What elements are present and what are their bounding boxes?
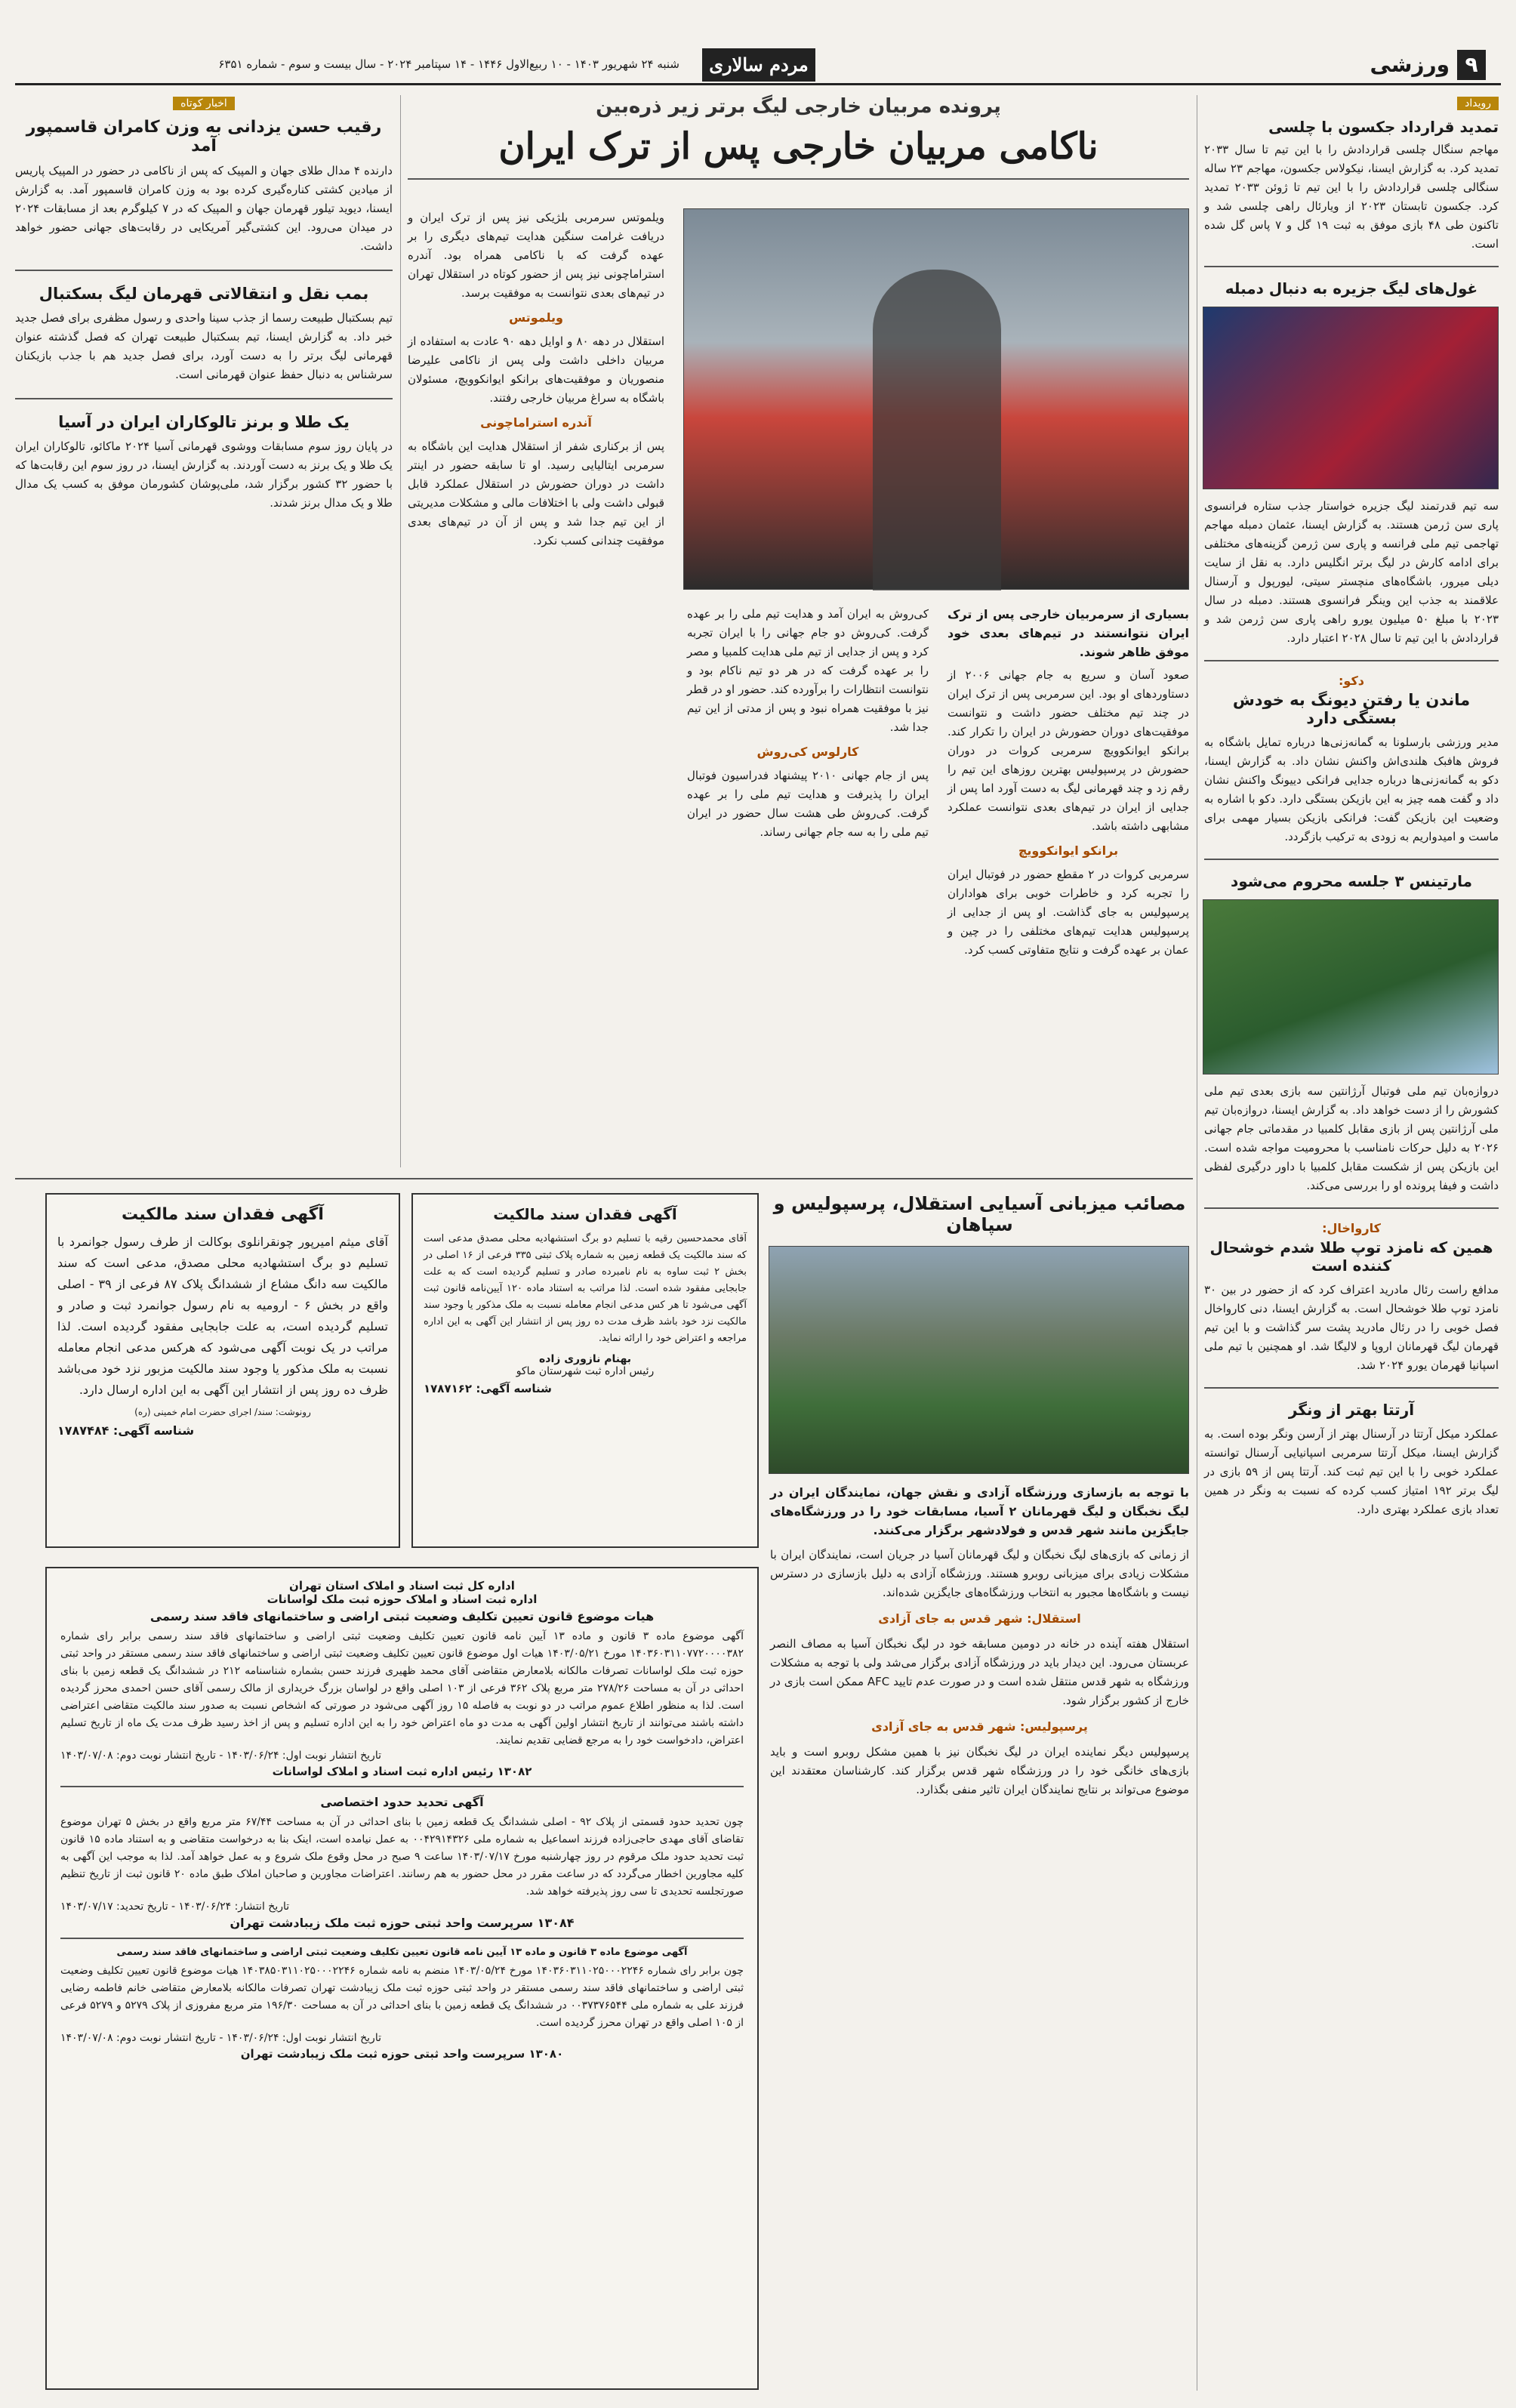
article-lead: بسیاری از سرمربیان خارجی پس از ترک ایران نتوانستند در تیم‌های بعدی خود موفق ظاهر شوند. (948, 607, 1189, 659)
subhead: ویلموتس (509, 310, 563, 325)
column-divider (400, 95, 401, 1167)
ad-signature: رئیس اداره ثبت شهرستان ماکو (516, 1365, 655, 1377)
ad-title: آگهی تحدید حدود اختصاصی (320, 1795, 484, 1809)
ad-body: آقای محمدحسین رقیه با تسلیم دو برگ استشهادیه محلی مصدق مدعی است که سند مالکیت یک قطعه زمین به شماره پلاک ثبتی ۳۳۵ فرعی از ۱۶ اصلی در بخش ۲ ثبت ساوه به نام نامبرده صادر و تسلیم گردیده است که به علت جابجایی مفقود شده است. لذا مراتب به استناد ماده ۱۲۰ آیین‌نامه قانون ثبت آگهی می‌شود تا هر کس مدعی انجام معامله نسبت به ملک مذکور یا وجود سند مالکیت نزد خود باشد ظرف مدت ده روز پس از انتشار این آگهی به این اداره مراجعه و اعتراض خود را ارائه نماید. (424, 1233, 747, 1344)
divider (15, 398, 393, 399)
article-body: استقلال هفته آینده در خانه در دومین مسابقه خود در لیگ نخبگان آسیا به مصاف النصر عربستان می‌رود. این دیدار باید در ورزشگاه آزادی برگزار می‌شد ولی با توجه به مشکلات ورزشگاه به شهر قدس منتقل شده است و در صورت عدم تایید AFC ممکن است بازی در خارج از کشور برگزار شود. (770, 1637, 1189, 1707)
ad-header: آگهی موضوع ماده ۳ قانون و ماده ۱۳ آیین نامه قانون تعیین تکلیف وضعیت ثبتی اراضی و ساختمانهای فاقد سند رسمی (116, 1947, 688, 1958)
ad-body: آقای میثم امیرپور چونقرانلوی بوکالت از طرف رسول جوانمرد با تسلیم دو برگ استشهادیه محلی مصدق، مدعی است که سند مالکیت سه دانگ مشاع از ششدانگ پلاک ۸۷ فرعی از ۳۹ - اصلی واقع در بخش ۶ - ارومیه به نام رسول جوانمرد ثبت و صادر و تسلیم گردیده است، به علت جابجایی مفقود گردیده است. لذا مراتب در یک نوبت آگهی می‌شود که هرکس مدعی انجام معامله نسبت به ملک مذکور یا وجود سند مالکیت مزبور نزد خود می‌باشد ظرف ده روز پس از انتشار این آگهی به این اداره ارسال دارد. (57, 1235, 389, 1397)
ad-body: چون برابر رای شماره ۱۴۰۳۶۰۳۱۱۰۲۵۰۰۰۲۲۴۶ مورخ ۱۴۰۳/۰۵/۲۴ منضم به نامه شماره ۱۴۰۳۸۵۰۳۱۱۰۲۵۰۰۰۲۲۴۶ هیات موضوع قانون تعیین تکلیف وضعیت ثبتی اراضی و ساختمانهای فاقد سند رسمی مستقر در واحد ثبتی حوزه ثبت ملک زیبادشت تهران تصرفات مالکانه بلامعارض متقاضی خانم فاطمه رضایی فرزند علی به شماره ملی ۰۰۳۷۳۷۶۵۴۴ در ششدانگ یک قطعه زمین با بنای احداثی در آن به مساحت ۱۹۶/۳۰ متر مربع مفروزی از پلاک ۵۲۷۹ و ۵۲۷۹ فرعی از ۱۰۵ اصلی واقع در تهران محرز گردیده است. (60, 1965, 744, 2029)
divider (15, 270, 393, 271)
ad-signature: بهنام نازوری زاده (539, 1353, 631, 1365)
feature-article (408, 95, 1189, 1182)
article-title: ماندن یا رفتن دیونگ به خودش بستگی دارد (1232, 691, 1471, 727)
article-body: پس از برکناری شفر از استقلال هدایت این باشگاه به سرمربی ایتالیایی رسید. او تا سابقه حضور در اینتر داشت در دوران حضورش در استقلال عملکرد قابل قبولی داشت ولی با اختلافات مالی و مشکلات مدیریتی از این تیم جدا شد و پس از آن در تیم‌های بعدی موفقیت چندانی کسب نکرد. (408, 439, 664, 547)
section-name: ورزشی (1370, 52, 1450, 77)
dembele-photo (1203, 307, 1499, 489)
article-body: صعود آسان و سریع به جام جهانی ۲۰۰۶ از دستاوردهای او بود. این سرمربی پس از ترک ایران در چند تیم مختلف حضور داشت و نتوانست موفقیت‌های دوران حضورش در ایران را تکرار کند. برانکو ایوانکوویچ سرمربی کروات در دوران حضورش در پرسپولیس بهترین روزهای این تیم را رقم زد و چند قهرمانی لیگ به دست آورد اما پس از جدایی از ایران در تیم‌های بعدی نتوانست عملکرد مشابهی داشته باشد. (948, 668, 1189, 833)
feature-supertitle: پرونده مربیان خارجی لیگ برتر زیر ذره‌بین (596, 95, 1001, 118)
feature-title: ناکامی مربیان خارجی پس از ترک ایران (498, 125, 1098, 168)
ad-title: آگهی فقدان سند مالکیت (493, 1205, 677, 1223)
branko-photo (683, 208, 1189, 590)
subhead: استقلال: شهر قدس به جای آزادی (878, 1611, 1081, 1626)
title-rule (408, 178, 1189, 180)
masthead-logo (702, 48, 815, 82)
article-body: دارنده ۴ مدال طلای جهان و المپیک که پس از ناکامی در حضور در المپیک پاریس از میادین کشتی کناره‌گیری کرده بود به وزن کامران قاسمپور آمد. به گزارش ایسنا، دیوید تیلور قهرمان جهان و المپیک که در ۷ کیلوگرم بعد از مسابقات ۲۰۲۴ در میدان می‌رود. این کشتی‌گیر آمریکایی در رقابت‌های جهانی حضور خواهد داشت. (15, 164, 393, 253)
text-column (408, 208, 664, 1152)
text-column (948, 605, 1189, 1179)
article-body: از زمانی که بازی‌های لیگ نخبگان و لیگ قهرمانان آسیا در جریان است، نمایندگان ایران با مشکلات زیادی برای میزبانی روبرو هستند. ورزشگاه آزادی به دلیل بازسازی در دسترس نیست و باشگاه‌ها مجبور به انتخاب ورزشگاه‌های جایگزین شده‌اند. (770, 1548, 1189, 1599)
subhead: پرسپولیس: شهر قدس به جای آزادی (871, 1719, 1088, 1734)
subhead: برانکو ایوانکوویچ (1018, 843, 1119, 858)
header-rule (15, 83, 1501, 85)
ad-signature: ۱۳۰۸۴ سرپرست واحد ثبتی حوزه ثبت ملک زیبادشت تهران (230, 1916, 575, 1930)
divider (1204, 266, 1499, 267)
article-title: رقیب حسن یزدانی به وزن کامران قاسمپور آمد (26, 118, 382, 156)
article-title: همین که نامزد توپ طلا شدم خوشحال کننده است (1209, 1238, 1493, 1275)
section-rule (15, 1178, 1193, 1179)
ad-title: آگهی فقدان سند مالکیت (122, 1205, 324, 1224)
stadium-photo (769, 1246, 1189, 1474)
date-line: شنبه ۲۴ شهریور ۱۴۰۳ - ۱۰ ربیع‌الاول ۱۴۴۶ - ۱۴ سپتامبر ۲۰۲۴ - سال بیست و سوم - شماره ۶۳۵۱ (218, 57, 679, 71)
divider (1204, 859, 1499, 860)
right-column (1204, 95, 1499, 2391)
left-column (15, 95, 393, 1167)
divider (1204, 1387, 1499, 1389)
subhead: آندره استراماچونی (480, 415, 592, 430)
page-number: ۹ (1465, 52, 1478, 77)
photo-figure (873, 270, 1001, 590)
article-body: مدافع راست رئال مادرید اعتراف کرد که از حضور در بین ۳۰ نامزد توپ طلا خوشحال است. به گزارش ایسنا، دنی کارواخال فصل خوبی را در رئال مادرید پشت سر گذاشت و با این تیم قهرمان لیگ قهرمانان اروپا و لالیگا شد. او همچنین با تیم ملی اسپانیا قهرمان یورو ۲۰۲۴ شد. (1204, 1283, 1499, 1372)
article-body: استقلال در دهه ۸۰ و اوایل دهه ۹۰ عادت به استفاده از مربیان داخلی داشت ولی پس از ناکامی علیرضا منصوریان و موفقیت‌های برانکو ایوانکوویچ، مسئولان باشگاه به سراغ مربیان خارجی رفتند. (408, 335, 664, 405)
article-title: مصائب میزبانی آسیایی استقلال، پرسپولیس و سپاهان (773, 1193, 1186, 1235)
ad-id: شناسه آگهی: ۱۷۸۷۴۸۴ (57, 1423, 195, 1438)
article-body: در پایان روز سوم مسابقات ووشوی قهرمانی آسیا ۲۰۲۴ ماکائو، تالوکاران ایران یک طلا و یک برنز به دست آوردند. به گزارش ایسنا، در روز سوم این رقابت‌ها که با حضور ۳۲ کشور برگزار شد، ملی‌پوشان کشورمان موفق به کسب یک مدال طلا و یک مدال برنز شدند. (15, 439, 393, 510)
ad-signature: ۱۳۰۸۲ رئیس اداره ثبت اسناد و املاک لواسانات (272, 1765, 532, 1778)
article-body: سه تیم قدرتمند لیگ جزیره خواستار جذب ستاره فرانسوی پاری سن ژرمن هستند. به گزارش ایسنا، عثمان دمبله مهاجم تهاجمی تیم ملی فرانسه و پاری سن ژرمن گزینه‌های مختلفی برای ادامه کارش در لیگ برتر انگلیس دارد. به نقل از سایت دیلی میرور، باشگاه‌های منچستر سیتی، لیورپول و آرسنال علاقمند به جذب این وینگر فرانسوی هستند. دمبله در سال ۲۰۲۳ با مبلغ ۵۰ میلیون یورو راهی پاری سن ژرمن شد و قراردادش با این تیم تا سال ۲۰۲۸ اعتبار دارد. (1204, 499, 1499, 645)
article-kicker: کارواخال: (1322, 1221, 1381, 1235)
article-body: عملکرد میکل آرتتا در آرسنال بهتر از آرسن ونگر بوده است. به گزارش ایسنا، میکل آرتتا سرمربی اسپانیایی آرسنال توانسته عملکرد خوبی را با این تیم ثبت کند. آرتتا پس از ۵۹ بازی در لیگ برتر ۱۹۲ امتیاز کسب کرده که نسبت به ونگر در همین تعداد بازی عملکرد بهتری دارد. (1204, 1427, 1499, 1516)
ad-signature: ۱۳۰۸۰ سرپرست واحد ثبتی حوزه ثبت ملک زیبادشت تهران (240, 2047, 564, 2061)
article-kicker: دکو: (1339, 674, 1364, 688)
ad-dates: تاریخ انتشار نوبت اول: ۱۴۰۳/۰۶/۲۴ - تاریخ انتشار نوبت دوم: ۱۴۰۳/۰۷/۰۸ (60, 1750, 381, 1762)
ad-title: هیات موضوع قانون تعیین تکلیف وضعیت ثبتی اراضی و ساختمانهای فاقد سند رسمی (149, 1609, 655, 1623)
ad-signature: رونوشت: سند/ اجرای حضرت امام خمینی (ره) (134, 1407, 311, 1417)
text-column (687, 605, 929, 1179)
ad-header: اداره کل ثبت اسناد و املاک استان تهران (289, 1579, 515, 1592)
event-tag: رویداد (1457, 97, 1499, 110)
article-body: دروازه‌بان تیم ملی فوتبال آرژانتین سه بازی بعدی تیم ملی کشورش را از دست خواهد داد. به گزارش ایسنا، دروازه‌بان تیم ملی آرژانتین پس از بازی مقابل کلمبیا در مقدماتی جام جهانی ۲۰۲۶ به دلیل حرکات نامناسب با محرومیت مواجه شده است. این بازیکن پس از شکست مقابل کلمبیا با داور درگیری لفظی داشت و فیفا پرونده او را بررسی می‌کند. (1204, 1084, 1499, 1192)
lost-deed-ad (45, 1193, 400, 1548)
ad-id: شناسه آگهی: ۱۷۸۷۱۶۲ (424, 1382, 552, 1395)
news-brief-tag: اخبار کوتاه (173, 97, 235, 110)
ad-divider (60, 1786, 744, 1787)
lost-deed-ad (411, 1193, 759, 1548)
page-header (0, 0, 1516, 83)
logo-text: مردم سالاری (709, 54, 809, 76)
article-body: تیم بسکتبال طبیعت رسما از جذب سینا واحدی و رسول مظفری برای فصل جدید خبر داد. به گزارش ایسنا، تیم بسکتبال طبیعت تهران که فصل گذشته عنوان قهرمانی لیگ برتر را به دست آورد، برای فصل جدید هم با جذب بازیکنان سرشناس به دنبال حفظ عنوان قهرمانی است. (15, 311, 393, 381)
subhead: کارلوس کی‌روش (756, 745, 859, 759)
article-title: غول‌های لیگ جزیره به دنبال دمبله (1225, 279, 1478, 298)
asia-hosting-article (770, 1193, 1189, 2390)
article-body: مدیر ورزشی بارسلونا به گمانه‌زنی‌ها درباره تمایل باشگاه به فروش هافبک هلندی‌اش واکنش نشان داد. به گزارش ایسنا، دکو به گمانه‌زنی‌ها درباره جدایی فرانکی دییونگ واکنش نشان داد و گفت همه چیز به این بازیکن بستگی دارد. دکو با اشاره به وضعیت این بازیکن گفت: فرانکی بازیکن بسیار مهمی برای ماست و امیدواریم به زودی به ترکیب بازگردد. (1204, 735, 1499, 843)
article-title: تمدید قرارداد جکسون با چلسی (1268, 118, 1499, 136)
article-body: پس از جام جهانی ۲۰۱۰ پیشنهاد فدراسیون فوتبال ایران را پذیرفت و هدایت تیم ملی را بر عهده گرفت. کی‌روش طی هشت سال حضور در ایران تیم ملی را به سه جام جهانی رساند. (687, 769, 929, 839)
ad-header: اداره ثبت اسناد و املاک حوزه ثبت ملک لواسانات (267, 1592, 538, 1606)
page-number-box (1457, 50, 1486, 80)
registry-ads-block (45, 1567, 759, 2390)
article-title: آرتتا بهتر از ونگر (1288, 1401, 1415, 1419)
article-body: ویلموتس سرمربی بلژیکی نیز پس از ترک ایران و دریافت غرامت سنگین هدایت تیم‌های دیگری را بر عهده گرفت که با ناکامی همراه بود. آندره استراماچونی نیز پس از حضور کوتاه در استقلال تهران در تیم‌های بعدی نتوانست به موفقیت برسد. (408, 211, 664, 300)
article-title: بمب نقل و انتقالاتی قهرمان لیگ بسکتبال (39, 285, 369, 303)
article-title: یک طلا و برنز تالوکاران ایران در آسیا (58, 413, 350, 431)
article-body: کی‌روش به ایران آمد و هدایت تیم ملی را بر عهده گرفت. کی‌روش دو جام جهانی را با ایران تجربه کرد و پس از جدایی از تیم ملی هدایت کلمبیا و مصر را بر عهده گرفت که در هر دو تیم ناکام بود و نتوانست انتظارات را برآورده کند. حضور او در قطر نیز با موفقیت همراه نبود و پس از مدتی از این تیم جدا شد. (687, 607, 929, 734)
article-body: سرمربی کروات در ۲ مقطع حضور در فوتبال ایران را تجربه کرد و خاطرات خوبی برای هواداران پرسپولیس به جای گذاشت. او پس از جدایی از پرسپولیس هدایت تیم‌های مختلفی را در چین و عمان بر عهده گرفت و نتایج متفاوتی کسب کرد. (948, 868, 1189, 957)
martinez-photo (1203, 899, 1499, 1075)
ad-divider (60, 1938, 744, 1939)
ad-dates: تاریخ انتشار نوبت اول: ۱۴۰۳/۰۶/۲۴ - تاریخ انتشار نوبت دوم: ۱۴۰۳/۰۷/۰۸ (60, 2032, 381, 2044)
article-lead: با توجه به بازسازی ورزشگاه آزادی و نقش جهان، نمایندگان ایران در لیگ نخبگان و لیگ قهرمانان ۲ آسیا، مسابقات خود را در ورزشگاه‌های جایگزین مانند شهر قدس و فولادشهر برگزار می‌کنند. (770, 1485, 1190, 1537)
divider (1204, 660, 1499, 661)
article-title: مارتینس ۳ جلسه محروم می‌شود (1230, 872, 1473, 890)
article-body: مهاجم سنگال چلسی قراردادش را با این تیم تا سال ۲۰۳۳ تمدید کرد. به گزارش ایسنا، نیکولاس جکسون، مهاجم ۲۳ ساله سنگالی چلسی قراردادش را با این تیم تا ژوئن ۲۰۳۳ تمدید کرد. جکسون تابستان ۲۰۲۳ از ویارئال راهی چلسی شد و تاکنون طی ۴۸ بازی موفق به ثبت ۱۹ گل و ۷ پاس گل شده است. (1204, 143, 1499, 251)
ad-body: چون تحدید حدود قسمتی از پلاک ۹۲ - اصلی ششدانگ یک قطعه زمین با بنای احداثی در آن به مساحت ۶۷/۴۴ متر مربع واقع در بخش ۵ تهران موضوع تقاضای آقای مهدی حاجی‌زاده فرزند اسماعیل به شماره ملی ۰۰۴۲۹۱۴۳۲۶ به عمل نیامده است، اینک بنا به درخواست متقاضی و به استناد ماده ۱۵ قانون ثبت تحدید حدود ملک مرقوم در روز چهارشنبه مورخ ۱۴۰۳/۰۷/۱۷ ساعت ۹ صبح در محل وقوع ملک شروع و به عمل خواهد آمد. لذا به موجب این آگهی به کلیه مجاورین اخطار می‌گردد که در ساعت مقرر در محل حضور به هم رسانند. اعتراضات مجاورین و صاحبان املاک طبق ماده ۲۰ قانون ثبت از تاریخ تنظیم صورتجلسه تحدیدی تا سی روز پذیرفته خواهد شد. (60, 1816, 744, 1898)
article-body: پرسپولیس دیگر نماینده ایران در لیگ نخبگان نیز با همین مشکل روبرو است و باید بازی‌های خانگی خود را در ورزشگاه شهر قدس برگزار کند. کارشناسان معتقدند این موضوع می‌تواند بر نتایج نمایندگان ایران تاثیر منفی بگذارد. (770, 1745, 1189, 1796)
ad-body: آگهی موضوع ماده ۳ قانون و ماده ۱۳ آیین نامه قانون تعیین تکلیف وضعیت ثبتی اراضی و ساختمانهای فاقد سند رسمی برابر رای شماره ۱۴۰۳۶۰۳۱۱۰۷۷۲۰۰۰۰۳۸۲ مورخ ۱۴۰۳/۰۵/۲۱ هیات اول موضوع قانون تعیین تکلیف وضعیت ثبتی اراضی و ساختمانهای فاقد سند رسمی مستقر در واحد ثبتی حوزه ثبت ملک لواسانات تصرفات مالکانه بلامعارض متقاضی آقای محمد ظهیری فرزند حسن بشماره شناسنامه ۲۱۲ در ششدانگ یک قطعه زمین با بنای احداثی در آن به مساحت ۲۷۸/۲۶ متر مربع پلاک ۳۶۲ فرعی از ۱۰۳ اصلی واقع در لواسان بزرگ خریداری از مالک رسمی آقای حسن احمدی محرز گردیده است. لذا به منظور اطلاع عموم مراتب در دو نوبت به فاصله ۱۵ روز آگهی می‌شود در صورتی که اشخاص نسبت به صدور سند مالکیت متقاضی اعتراضی داشته باشند می‌توانند از تاریخ انتشار اولین آگهی به مدت دو ماه اعتراض خود را به این اداره تسلیم و پس از اخذ رسید ظرف مدت یک ماه از تاریخ تسلیم اعتراض، دادخواست خود را به مرجع قضایی تقدیم نمایند. (60, 1630, 744, 1747)
divider (1204, 1207, 1499, 1209)
ad-dates: تاریخ انتشار: ۱۴۰۳/۰۶/۲۴ - تاریخ تحدید: ۱۴۰۳/۰۷/۱۷ (60, 1901, 290, 1913)
